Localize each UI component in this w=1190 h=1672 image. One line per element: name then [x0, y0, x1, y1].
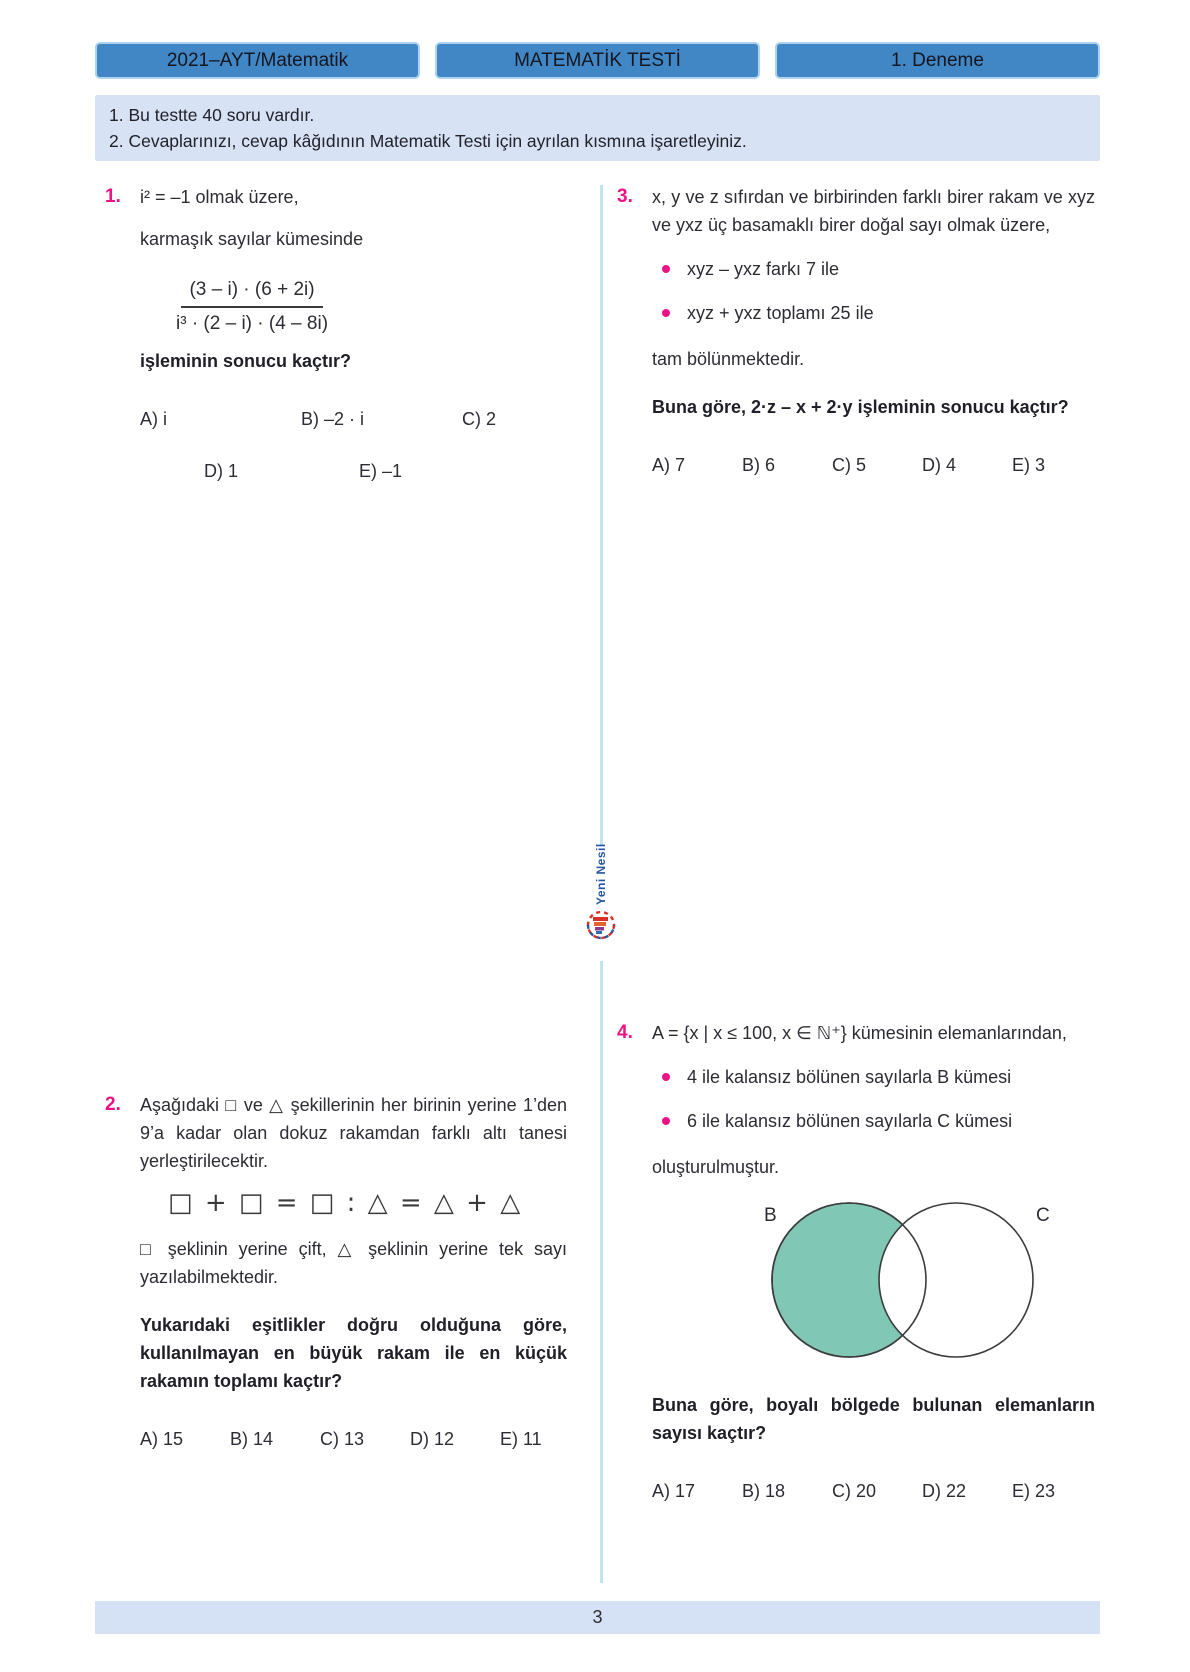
- bullet-text: xyz + yxz toplamı 25 ile: [687, 303, 874, 323]
- question-4-prompt: Buna göre, boyalı bölgede bulunan elemanların sayısı kaçtır?: [652, 1395, 1095, 1443]
- question-3-options: [652, 451, 1095, 479]
- bullet-icon: [662, 1073, 670, 1081]
- question-4: [617, 1019, 1095, 1505]
- option-c: C) 13: [320, 1429, 365, 1449]
- option-a: A) i: [140, 409, 167, 429]
- question-4-intro: A = {x | x ≤ 100, x ∈ ℕ⁺} kümesinin elemanlarından,: [652, 1023, 1067, 1043]
- option-b: B) 18: [742, 1481, 786, 1501]
- instruction-line-1: 1. Bu testte 40 soru vardır.: [109, 105, 315, 125]
- option-e: E) 23: [1012, 1481, 1056, 1501]
- edition-box: 1. Deneme: [775, 42, 1100, 79]
- instruction-line-2: 2. Cevaplarınızı, cevap kâğıdının Matematik Testi için ayrılan kısmına işaretleyiniz.: [109, 131, 747, 151]
- option-b: B) 14: [230, 1429, 274, 1449]
- option-c: C) 20: [832, 1481, 877, 1501]
- option-d: D) 22: [922, 1481, 967, 1501]
- question-3-intro: x, y ve z sıfırdan ve birbirinden farklı birer rakam ve xyz ve yxz üç basamaklı birer doğal sayı olmak üzere,: [652, 187, 1095, 235]
- question-1-intro: i² = –1 olmak üzere,: [140, 187, 299, 207]
- option-b: B) 6: [742, 455, 776, 475]
- question-2-prompt: Yukarıdaki eşitlikler doğru olduğuna göre, kullanılmayan en büyük rakam ile en küçük rakamın toplamı kaçtır?: [140, 1315, 567, 1391]
- bullet-icon: [662, 1117, 670, 1125]
- page-number: 3: [592, 1607, 603, 1627]
- question-2-number: 2.: [105, 1094, 121, 1115]
- question-1-line2: karmaşık sayılar kümesinde: [140, 229, 364, 249]
- option-a: A) 17: [652, 1481, 696, 1501]
- question-1-options-row2: [204, 457, 567, 485]
- question-2-intro: Aşağıdaki □ ve △ şekillerinin her birinin yerine 1’den 9’a kadar olan dokuz rakamdan farklı altı tanesi yerleştirilecektir.: [140, 1095, 567, 1171]
- brand-name: Yeni Nesil: [594, 843, 608, 905]
- bullet-icon: [662, 309, 670, 317]
- venn-circle-c: [879, 1203, 1033, 1357]
- brand-logo: [581, 843, 621, 959]
- question-1: [105, 183, 567, 485]
- option-e: E) 3: [1012, 455, 1046, 475]
- question-3-outro: tam bölünmektedir.: [652, 349, 805, 369]
- option-d: D) 4: [922, 455, 957, 475]
- option-b: B) –2 · i: [301, 409, 365, 429]
- question-3-prompt: Buna göre, 2·z – x + 2·y işleminin sonucu kaçtır?: [652, 397, 1069, 417]
- venn-label-c: C: [1036, 1205, 1050, 1226]
- question-2: [105, 1091, 567, 1453]
- fraction-numerator: (3 – i) · (6 + 2i): [181, 277, 322, 308]
- question-1-prompt: işleminin sonucu kaçtır?: [140, 351, 352, 371]
- question-2-shape-equation: □ + □ = □ : △ = △ + △: [168, 1188, 523, 1218]
- question-3-number: 3.: [617, 186, 633, 207]
- exam-page: [95, 0, 1100, 1634]
- option-d: D) 12: [410, 1429, 455, 1449]
- option-d: D) 1: [204, 461, 239, 481]
- option-c: C) 2: [462, 409, 497, 429]
- venn-label-b: B: [764, 1205, 777, 1226]
- question-1-fraction: [176, 277, 328, 337]
- question-3: [617, 183, 1095, 479]
- venn-diagram: [692, 1195, 1095, 1371]
- questions-area: [95, 161, 1100, 1601]
- question-4-options: [652, 1477, 1095, 1505]
- question-1-number: 1.: [105, 186, 121, 207]
- question-2-options: [140, 1425, 567, 1453]
- question-4-bullet-1: [662, 1063, 1095, 1091]
- question-2-rule: □ şeklinin yerine çift, △ şeklinin yerine tek sayı yazılabilmektedir.: [140, 1239, 567, 1287]
- question-4-number: 4.: [617, 1022, 633, 1043]
- funnel-chart-icon: [585, 909, 617, 943]
- option-c: C) 5: [832, 455, 867, 475]
- question-1-options-row1: [140, 405, 567, 433]
- bullet-text: 6 ile kalansız bölünen sayılarla C kümesi: [687, 1111, 1013, 1131]
- instructions-panel: [95, 95, 1100, 161]
- option-e: E) –1: [359, 461, 403, 481]
- option-a: A) 7: [652, 455, 686, 475]
- page-header: [95, 42, 1100, 79]
- fraction-denominator: i³ · (2 – i) · (4 – 8i): [176, 313, 329, 334]
- option-e: E) 11: [500, 1429, 542, 1449]
- test-title-box: MATEMATİK TESTİ: [435, 42, 760, 79]
- option-a: A) 15: [140, 1429, 184, 1449]
- column-divider-bottom: [600, 961, 603, 1583]
- exam-name-box: 2021–AYT/Matematik: [95, 42, 420, 79]
- venn-diagram-svg: [692, 1195, 1052, 1363]
- question-4-outro: oluşturulmuştur.: [652, 1157, 780, 1177]
- bullet-text: xyz – yxz farkı 7 ile: [687, 259, 840, 279]
- question-3-bullet-2: [662, 299, 1095, 327]
- page-number-bar: [95, 1601, 1100, 1634]
- bullet-text: 4 ile kalansız bölünen sayılarla B kümesi: [687, 1067, 1012, 1087]
- column-divider-top: [600, 185, 603, 845]
- bullet-icon: [662, 265, 670, 273]
- question-4-bullet-2: [662, 1107, 1095, 1135]
- question-3-bullet-1: [662, 255, 1095, 283]
